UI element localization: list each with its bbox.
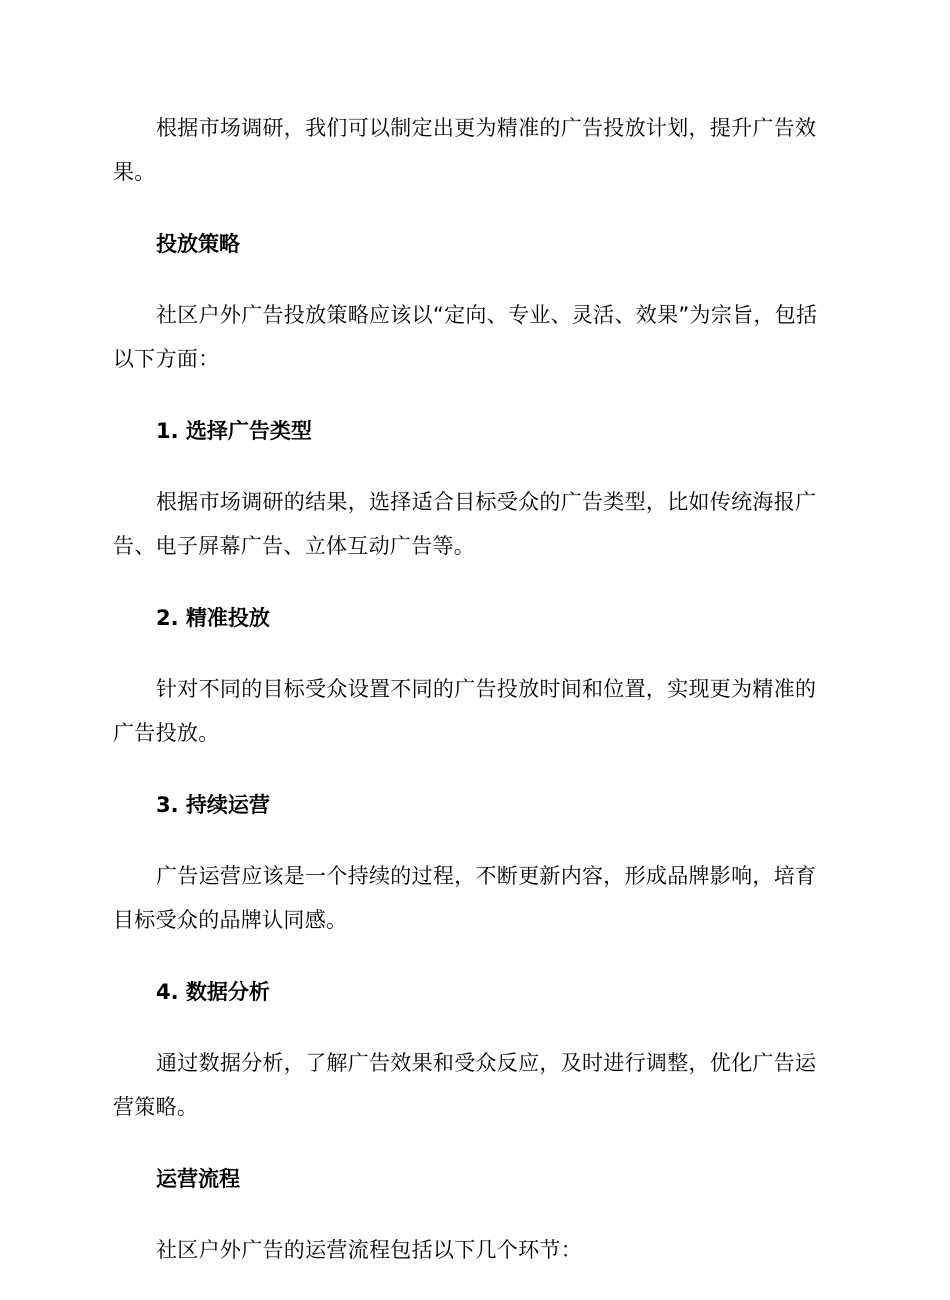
data-analysis-paragraph: 通过数据分析，了解广告效果和受众反应，及时进行调整，优化广告运营策略。 (113, 1051, 817, 1119)
subheading-ad-type: 1. 选择广告类型 (156, 419, 312, 443)
subheading-precise-placement: 2. 精准投放 (156, 606, 270, 630)
continuous-operation-paragraph: 广告运营应该是一个持续的过程，不断更新内容，形成品牌影响，培育目标受众的品牌认同感。 (113, 864, 817, 932)
strategy-paragraph: 社区户外广告投放策略应该以“定向、专业、灵活、效果”为宗旨，包括以下方面： (113, 303, 818, 371)
subheading-continuous-operation: 3. 持续运营 (156, 793, 270, 817)
section-heading-strategy: 投放策略 (156, 232, 240, 256)
document-page (113, 106, 833, 1300)
subheading-data-analysis: 4. 数据分析 (156, 980, 270, 1004)
precise-placement-paragraph: 针对不同的目标受众设置不同的广告投放时间和位置，实现更为精准的广告投放。 (113, 677, 817, 745)
intro-paragraph: 根据市场调研，我们可以制定出更为精准的广告投放计划，提升广告效果。 (113, 116, 817, 184)
section-heading-process: 运营流程 (156, 1167, 240, 1191)
process-paragraph: 社区户外广告的运营流程包括以下几个环节： (156, 1238, 582, 1262)
ad-type-paragraph: 根据市场调研的结果，选择适合目标受众的广告类型，比如传统海报广告、电子屏幕广告、立体互动广告等。 (113, 490, 817, 558)
